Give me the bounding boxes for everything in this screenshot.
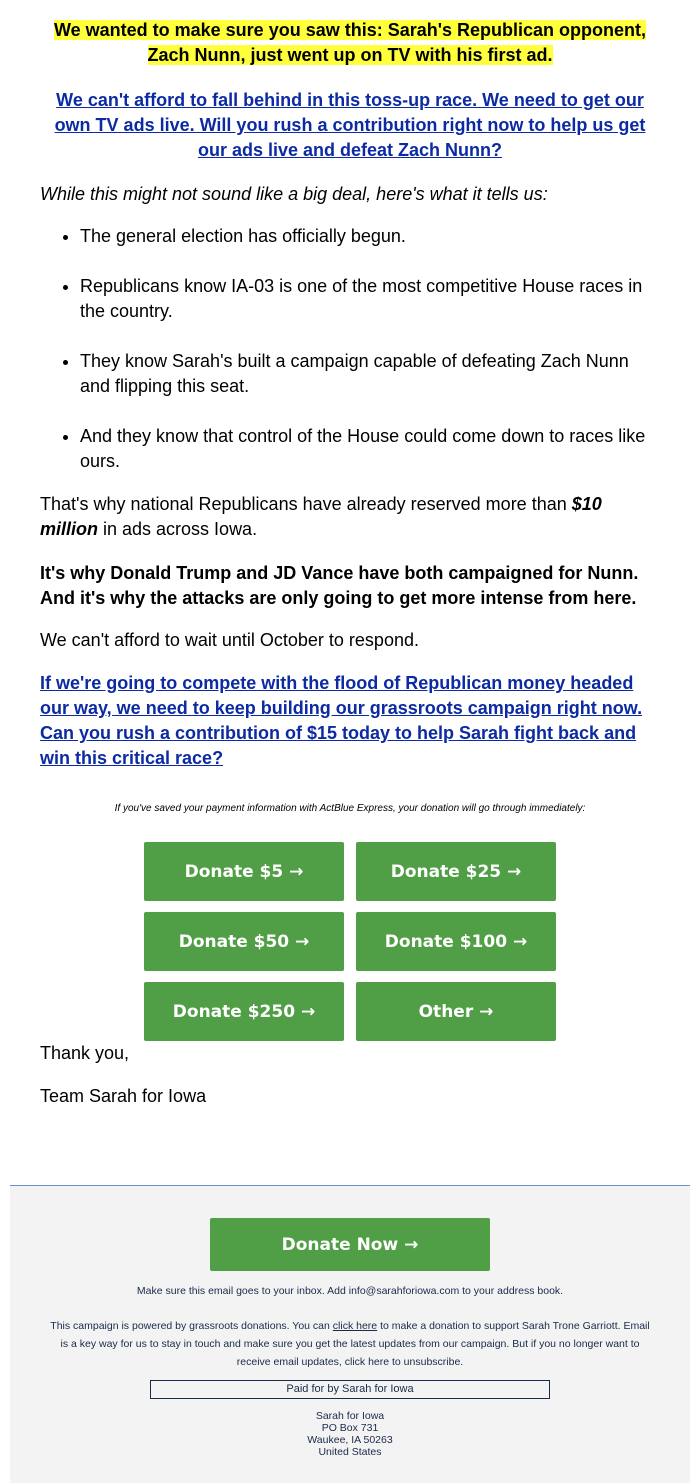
donate-other-button[interactable]: Other →	[356, 982, 556, 1041]
wait-paragraph: We can't afford to wait until October to respond.	[40, 630, 419, 650]
address-line: Waukee, IA 50263	[307, 1434, 393, 1446]
address-line: United States	[318, 1446, 382, 1458]
reserved-text: That's why national Republicans have already reserved more than	[40, 494, 572, 514]
list-item: • And they know that control of the House could come down to races like ours.	[80, 424, 660, 474]
inbox-note: Make sure this email goes to your inbox. Add info@sarahforiowa.com to your address book.	[136, 1285, 564, 1297]
email-body	[0, 18, 700, 1109]
donate-now-button[interactable]: Donate Now →	[210, 1218, 490, 1271]
list-item: • The general election has officially begun.	[80, 224, 660, 249]
donate-50-button[interactable]: Donate $50 →	[144, 912, 344, 971]
donate-25-button[interactable]: Donate $25 →	[356, 842, 556, 901]
powered-text: This campaign is powered by grassroots donations. You can	[50, 1320, 333, 1332]
ask-donate-link[interactable]: If we're going to compete with the flood of Republican money headed our way, we need to keep building our grassroots campaign right now. Can you rush a contribution of $15 today to help Sarah fight back and win this critical race?	[40, 673, 643, 768]
top-link-paragraph	[54, 88, 646, 163]
lead-text: We wanted to make sure you saw this: Sarah's Republican opponent, Zach Nunn, just went up on TV with his first ad.	[53, 20, 647, 65]
donate-button-grid	[144, 842, 556, 1041]
donate-100-button[interactable]: Donate $100 →	[356, 912, 556, 971]
reasons-list	[40, 224, 660, 474]
list-item: • They know Sarah's built a campaign capable of defeating Zach Nunn and flipping this seat.	[80, 349, 660, 399]
list-item: • Republicans know IA-03 is one of the most competitive House races in the country.	[80, 274, 660, 324]
email-footer	[10, 1185, 690, 1483]
powered-note	[46, 1317, 654, 1371]
click-here-link[interactable]: click here	[332, 1320, 378, 1332]
email	[0, 18, 700, 1458]
thanks-text: Thank you,	[40, 1043, 130, 1063]
address-line: Sarah for Iowa	[315, 1410, 385, 1422]
mailing-address	[10, 1410, 690, 1458]
signature: Team Sarah for Iowa	[40, 1086, 207, 1106]
reserved-paragraph	[40, 492, 660, 542]
donate-250-button[interactable]: Donate $250 →	[144, 982, 344, 1041]
paid-for-box: Paid for by Sarah for Iowa	[150, 1380, 550, 1399]
address-line: PO Box 731	[321, 1422, 379, 1434]
top-donate-link[interactable]: We can't afford to fall behind in this toss-up race. We need to get our own TV ads live. Will you rush a contribution right now to help us get our ads live and defeat Zach Nunn?	[54, 90, 646, 160]
intro-text: While this might not sound like a big deal, here's what it tells us:	[40, 184, 548, 204]
reserved-amount: $10 million	[40, 494, 602, 539]
actblue-note: If you've saved your payment information with ActBlue Express, your donation will go through immediately:	[114, 803, 586, 814]
trump-paragraph: It's why Donald Trump and JD Vance have both campaigned for Nunn. And it's why the attacks are only going to get more intense from here.	[40, 563, 639, 608]
ask-paragraph	[40, 671, 660, 771]
reserved-text-end: in ads across Iowa.	[98, 519, 258, 539]
lead-highlight	[50, 18, 650, 68]
donate-5-button[interactable]: Donate $5 →	[144, 842, 344, 901]
powered-text-end: to make a donation to support Sarah Trone Garriott. Email is a key way for us to stay in touch and make sure you get the latest updates from our campaign. But if you no longer want to receive email updates, click here to unsubscribe.	[60, 1320, 650, 1368]
